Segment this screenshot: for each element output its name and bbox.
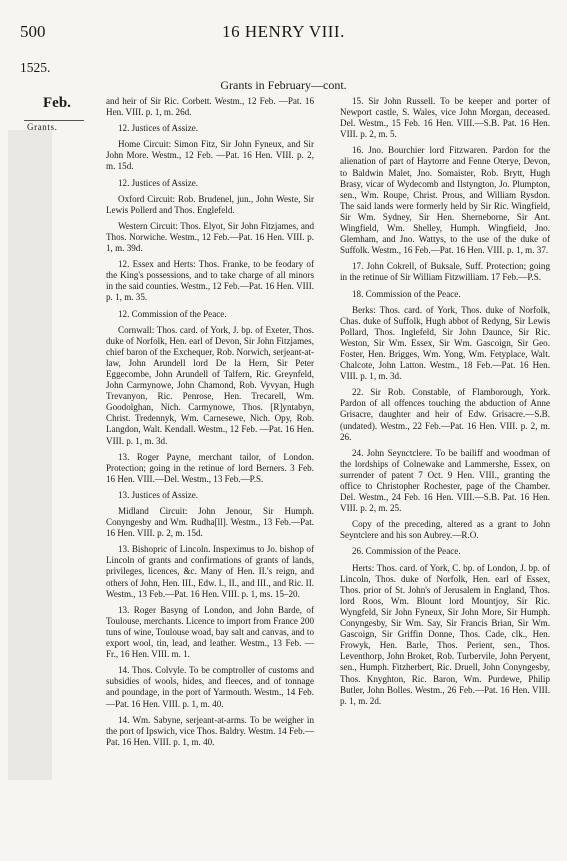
entry: 13. Bishopric of Lincoln. Inspeximus to Jo. bishop of Lincoln of grants and confirmations of grants of lands, privileges, licences, &c. Many of Hen. II.'s reign, and others of John, Hen. III., Edw. I., II., and III., and Ric. II. Westm., 13 Feb.—Pat. 16 Hen. VIII. p. 1, ms. 15–20. (106, 544, 314, 599)
entry: and heir of Sir Ric. Corbett. Westm., 12 Feb. —Pat. 16 Hen. VIII. p. 1, m. 26d. (106, 96, 314, 118)
entry: 12. Justices of Assize. (118, 123, 199, 134)
entry: Cornwall: Thos. card. of York, J. bp. of Exeter, Thos. duke of Norfolk, Hen. earl of Devon, Sir John Fitzjames, chief baron of the Exchequer, Rob. Norwich, serjeant-at-law, John Arundell lord De la Hern, Sir Peter Eggecombe, John Arundell of Talfern, Ric. Greynfeld, John Carmynowe, John Chamond, Rob. Vyvyan, Hugh Trevanyon, Ric. Penrose, Hen. Trecarell, Wm. Goodolghan, Nich. Carmynowe, Thos. [R]yntabyn, Christ. Tredennyk, Wm. Carnesewe, Nich. Opy, Rob. Langdon, Walt. Kendall. Westm., 12 Feb. —Pat. 16 Hen. VIII. p. 1, m. 3d. (106, 324, 314, 446)
running-head: 16 HENRY VIII. (222, 22, 345, 41)
entry: Berks: Thos. card. of York, Thos. duke of Norfolk, Chas. duke of Suffolk, Hugh abbot of Redyng, Sir Lewis Pollard, Thos. Inglefeld, Sir John Daunce, Sir Ric. Weston, Sir Wm. Essex, Sir Wm. Gascoign, Sir Geo. Foster, Hen. Brigges, Wm. Yong, Wm. Fetyplace, Walt. Chalcote, John Latton. Westm., 18 Feb.—Pat. 16 Hen. VIII. p. 1, m. 3d. (340, 304, 550, 382)
month-tab: Feb. (43, 95, 71, 111)
entry: 12. Essex and Herts: Thos. Franke, to be feodary of the King's possessions, and to take charge of all minors in the said counties. Westm., 12 Feb.—Pat. 16 Hen. VIII. p. 1, m. 35. (106, 259, 314, 303)
left-column (106, 96, 314, 753)
entry: 13. Roger Payne, merchant tailor, of London. Protection; going in the retinue of lord Berners. 3 Feb. 16 Hen. VIII.—Del. Westm., 13 Feb.—P.S. (106, 451, 314, 484)
entry: Western Circuit: Thos. Elyot, Sir John Fitzjames, and Thos. Norwiche. Westm., 12 Feb.—Pat. 16 Hen. VIII. p. 1, m. 39d. (106, 220, 314, 254)
entry: 18. Commission of the Peace. (352, 288, 461, 299)
entry: 14. Wm. Sabyne, serjeant-at-arms. To be weigher in the port of Ipswich, vice Thos. Baldry. Westm. 14 Feb.—Pat. 16 Hen. VIII. p. 1, m. 40. (106, 714, 314, 747)
entry: 15. Sir John Russell. To be keeper and porter of Newport castle, S. Wales, vice John Morgan, deceased. Del. Westm., 15 Feb. 16 Hen. VIII.—S.B. Pat. 16 Hen. VIII. p. 2, m. 5. (340, 96, 550, 140)
side-rule (24, 120, 84, 121)
right-column (340, 96, 550, 712)
side-label: Grants. (27, 122, 58, 132)
entry: Herts: Thos. card. of York, C. bp. of London, J. bp. of Lincoln, Thos. duke of Norfolk, Hen. earl of Essex, Thos. prior of St. John's of Jerusalem in England, Thos. lord Roos, Wm. Blount lord Mountjoy, Sir Ric. Wyngfeld, Sir John Fyneux, Sir John More, Sir Humph. Conyngesby, Sir Wm. Say, Sir Francis Brian, Sir Wm. Gascoign, Sir Griffin Donne, Thos. Cade, clk., Hen. Frowyk, Hen. Barle, Thos. Perient, sen., Thos. Leventhorp, John Broket, Rob. Turbervile, John Peryent, sen., Humph. Fitzherbert, Ric. Druell, John Conyngesby, Thos. Knyghton, Ric. Baron, Wm. Purdewe, Philip Butler, John Bolles. Westm., 26 Feb.—Pat. 16 Hen. VIII. p. 1, m. 2d. (340, 562, 550, 706)
entry: 22. Sir Rob. Constable, of Flamborough, York. Pardon of all offences touching the abduction of Anne Grisacre, daughter and heir of Edw. Grisacre.—S.B. (undated). Westm., 22 Feb.—Pat. 16 Hen. VIII. p. 2, m. 26. (340, 387, 550, 442)
entry: 26. Commission of the Peace. (352, 546, 461, 557)
entry: 13. Roger Basyng of London, and John Barde, of Toulouse, merchants. Licence to import from France 200 tuns of wine, Toulouse woad, bay salt and canvas, and to export wool, tin, lead, and leather. Westm., 13 Feb. —Fr., 16 Hen. VIII. m. 1. (106, 604, 314, 660)
entry: 13. Justices of Assize. (118, 489, 199, 500)
entry: Oxford Circuit: Rob. Brudenel, jun., John Weste, Sir Lewis Pollerd and Thos. Englefeld. (106, 193, 314, 215)
section-title: Grants in February—cont. (220, 78, 347, 92)
entry: 14. Thos. Colvyle. To be comptroller of customs and subsidies of wools, hides, and fleeces, and of tonnage and poundage, in the port of Yarmouth. Westm., 14 Feb.—Pat. 16 Hen. VIII. p. 1, m. 40. (106, 665, 314, 709)
entry: 17. John Cokrell, of Buksale, Suff. Protection; going in the retinue of Sir William Fitzwilliam. 17 Feb.—P.S. (340, 261, 550, 283)
entry: 16. Jno. Bourchier lord Fitzwaren. Pardon for the alienation of part of Haytorre and Fenne Oterye, Devon, to Baldwin Malet, Jno. Somaister, Rob. Brytt, Hugh Brasy, vicar of Wydecomb and Ilstyngton, Jo. Plumpton, sen., Wm. Roupe, Christ. Prous, and William Rysdon. The said lands were formerly held by Sir Ric. Wingfield, Sir Wm. Sydney, Sir Hen. Sherneborne, Sir Ant. Wingfield, Wm. Shelley, Humph. Wingfield, Jno. Glemham, and Jno. Wattys, to the use of the duke of Suffolk. Westm., 16 Feb.—Pat. 16 Hen. VIII. p. 1, m. 37. (340, 145, 550, 256)
watermark (0, 130, 60, 780)
entry: 24. John Seynctclere. To be bailiff and woodman of the lordships of Colnewake and Lammershe, Essex, on surrender of patent 7 Oct. 9 Hen. VIII., granting the office to Christopher Rochester, page of the Chamber. Del. Westm., 24 Feb. 16 Hen. VIII.—S.B. Pat. 16 Hen. VIII. p. 2, m. 25. (340, 447, 550, 514)
entry: Midland Circuit: John Jenour, Sir Humph. Conyngesby and Wm. Rudha[ll]. Westm., 13 Feb.—Pat. 16 Hen. VIII. p. 2, m. 15d. (106, 506, 314, 539)
year: 1525. (20, 60, 51, 75)
entry: 12. Commission of the Peace. (118, 308, 227, 319)
entry: Copy of the preceding, altered as a grant to John Seyntclere and his son Aubrey.—R.O. (340, 519, 550, 541)
entry: Home Circuit: Simon Fitz, Sir John Fyneux, and Sir John More. Westm., 12 Feb. —Pat. 16 Hen. VIII. p. 2, m. 15d. (106, 139, 314, 172)
entry: 12. Justices of Assize. (118, 177, 199, 188)
page-number: 500 (20, 22, 46, 41)
